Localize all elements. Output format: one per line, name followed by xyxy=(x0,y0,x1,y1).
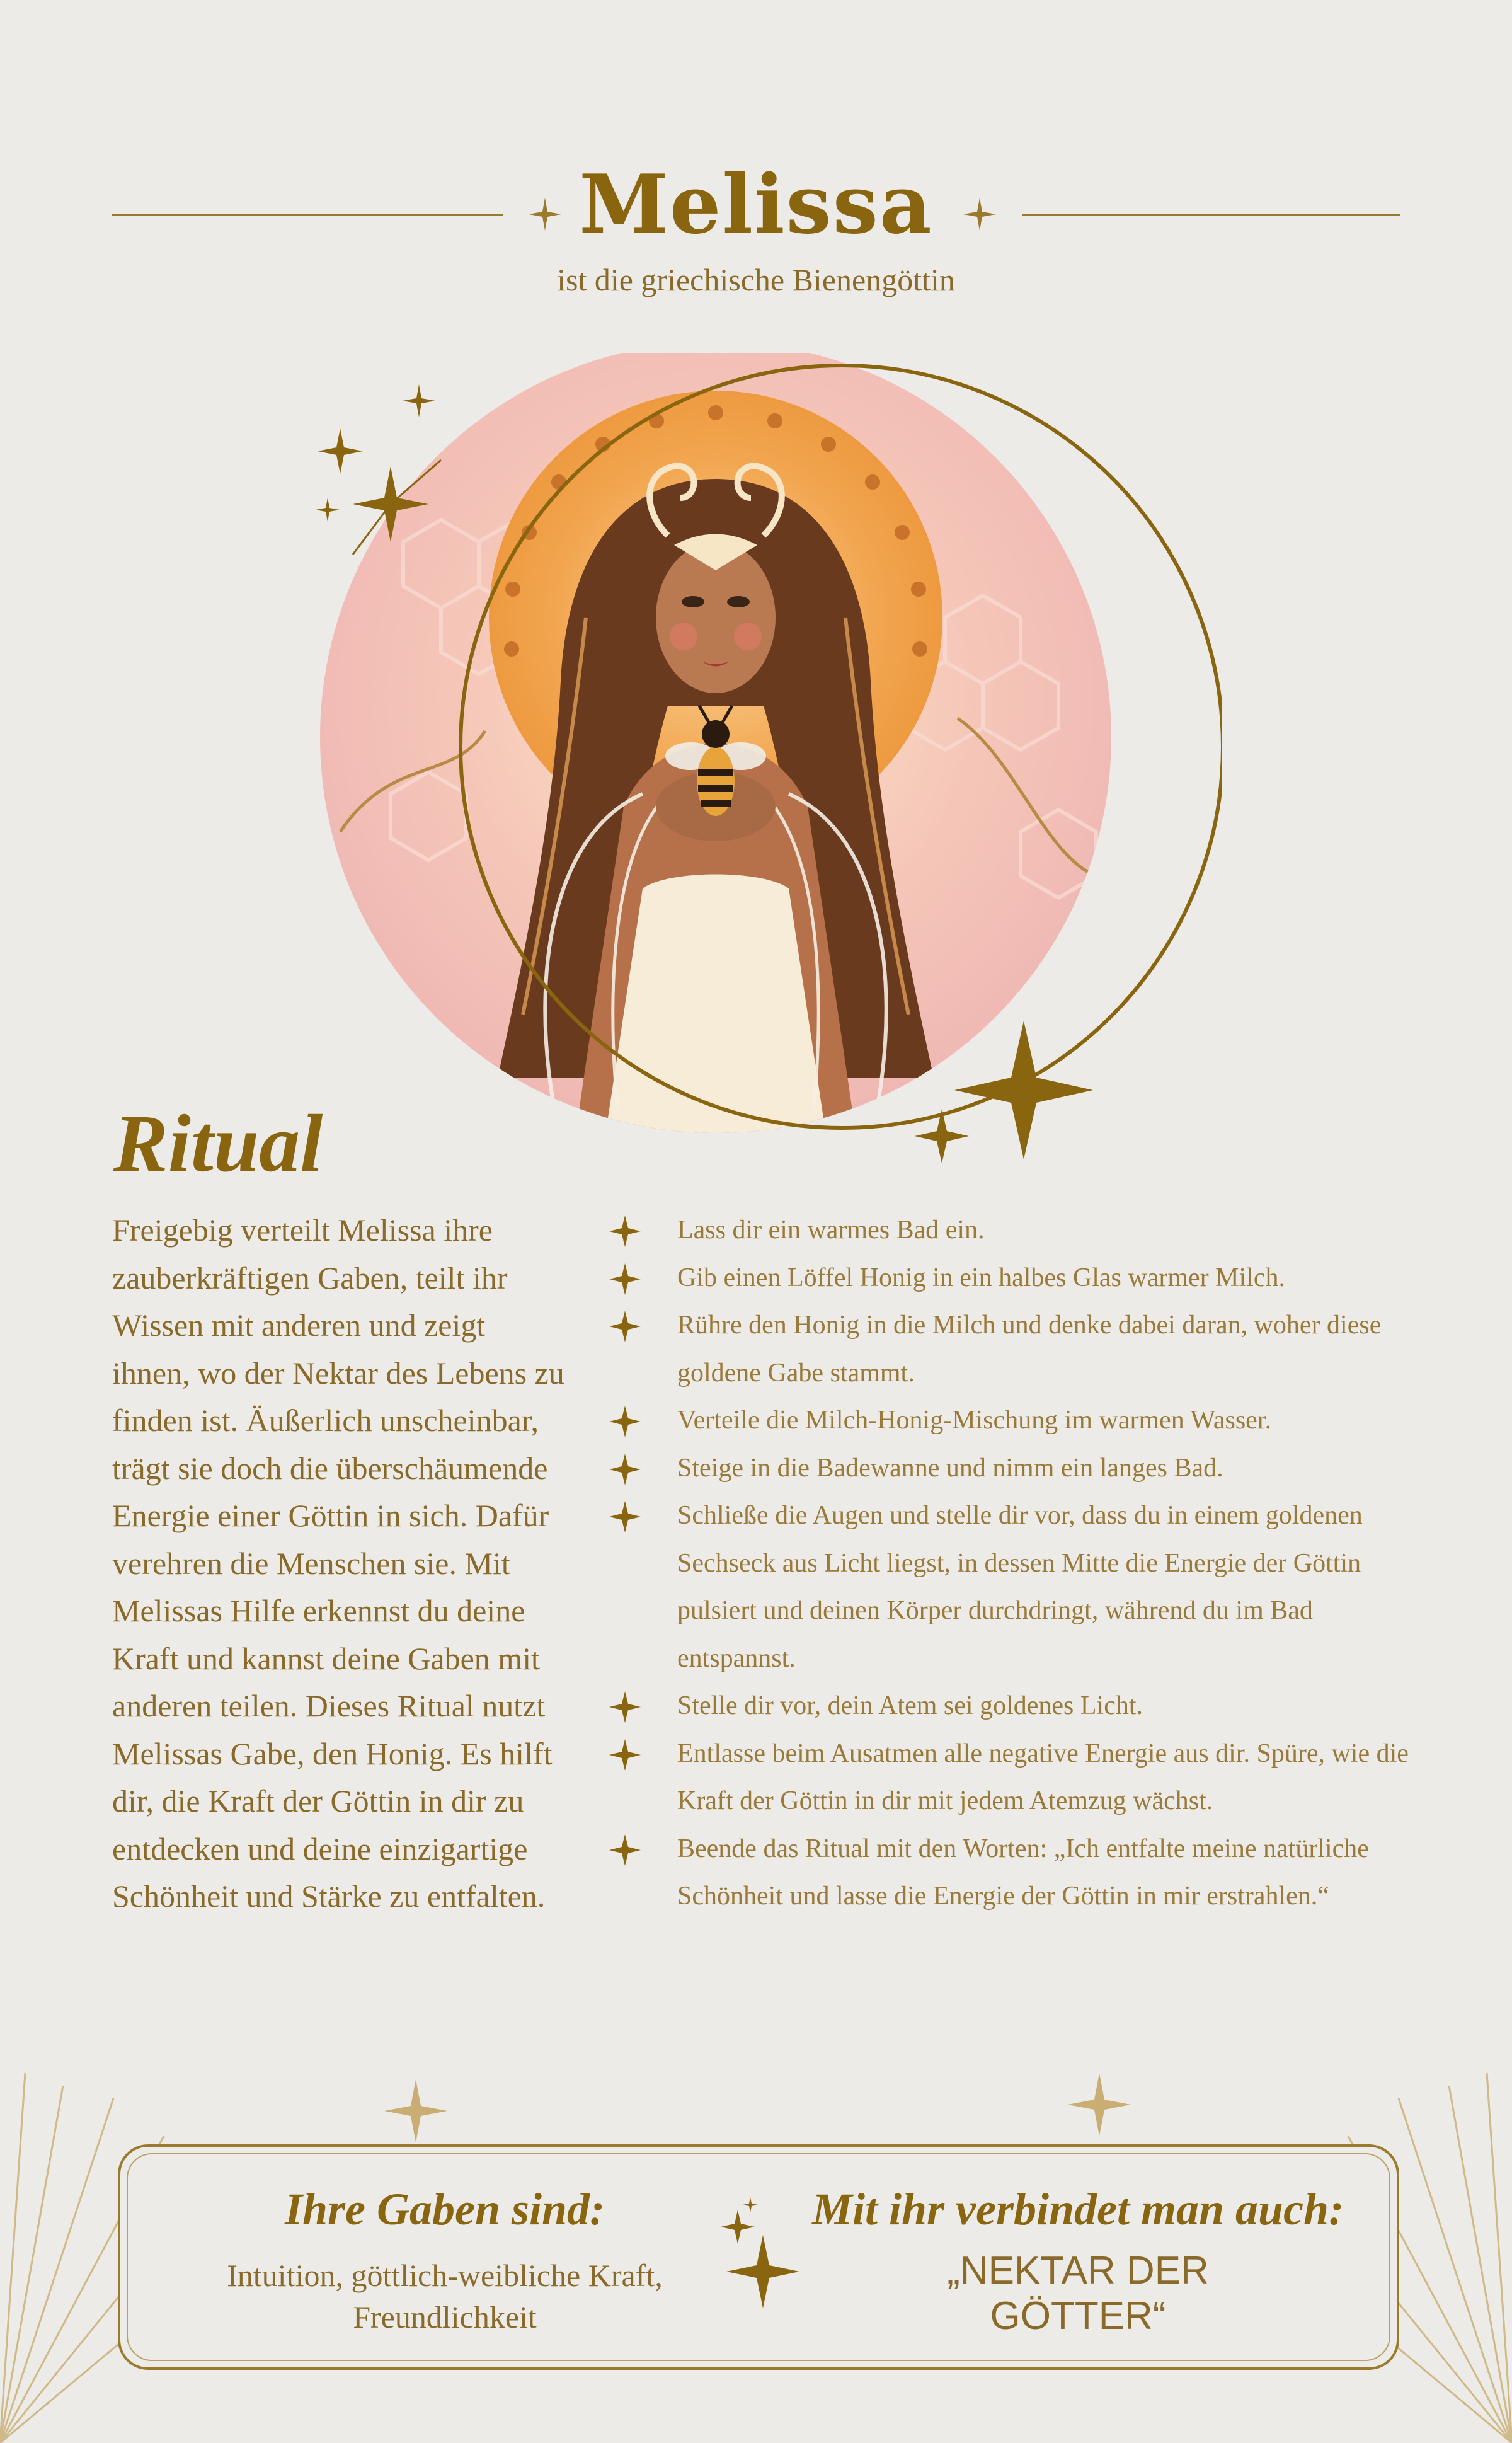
ritual-step xyxy=(608,1682,1421,1730)
associations-column xyxy=(801,2183,1355,2339)
ritual-step-text: Steige in die Badewanne und nimm ein langes Bad. xyxy=(677,1453,1223,1483)
bee-goddess-illustration xyxy=(290,353,1222,1172)
star-bullet-icon xyxy=(608,1452,642,1486)
ritual-step-text: Stelle dir vor, dein Atem sei goldenes Licht. xyxy=(677,1691,1143,1720)
ritual-step xyxy=(608,1302,1421,1397)
gifts-heading: Ihre Gaben sind: xyxy=(284,2184,605,2234)
ritual-step-text: Beende das Ritual mit den Worten: „Ich entfalte meine natürliche Schönheit und lasse die Energie der Göttin in mir erstrahlen.“ xyxy=(677,1834,1369,1911)
ritual-step xyxy=(608,1445,1421,1493)
ritual-step xyxy=(608,1825,1421,1921)
ritual-intro-text: Freigebig verteilt Melissa ihre zauberkräftigen Gaben, teilt ihr Wissen mit anderen und zeigt ihnen, wo der Nektar des Lebens zu finden ist. Äußerlich unscheinbar, trägt sie doch die überschäumende Energie einer Göttin in sich. Dafür verehren die Menschen sie. Mit Melissas Hilfe erkennst du deine Kraft und kannst deine Gaben mit anderen teilen. Dieses Ritual nutzt Melissas Gabe, den Honig. Es hilft dir, die Kraft der Göttin in dir zu entdecken und deine einzigartige Schönheit und Stärke zu entfalten. xyxy=(112,1212,564,1914)
ritual-step-text: Schließe die Augen und stelle dir vor, dass du in einem goldenen Sechseck aus Licht liegst, in dessen Mitte die Energie der Göttin pulsiert und deinen Körper durchdringt, während du im Bad entspannst. xyxy=(677,1501,1363,1673)
ritual-steps-list xyxy=(608,1207,1421,1921)
star-bullet-icon xyxy=(608,1309,642,1343)
ritual-heading: Ritual xyxy=(113,1098,323,1189)
star-bullet-icon xyxy=(608,1690,642,1724)
associations-text xyxy=(801,2248,1355,2339)
star-bullet-icon xyxy=(608,1262,642,1296)
ritual-step xyxy=(608,1397,1421,1445)
star-bullet-icon xyxy=(608,1500,642,1534)
star-bullet-icon xyxy=(608,1738,642,1772)
ritual-intro xyxy=(112,1207,566,1921)
associations-line-1: „NEKTAR DER xyxy=(947,2249,1209,2292)
gifts-column xyxy=(177,2183,713,2338)
star-bullet-icon xyxy=(608,1405,642,1439)
info-box xyxy=(118,2144,1399,2370)
associations-line-2: GÖTTER“ xyxy=(990,2294,1166,2338)
gifts-text xyxy=(177,2255,713,2338)
gifts-line-2: Freundlichkeit xyxy=(353,2299,537,2335)
associations-heading: Mit ihr verbindet man auch: xyxy=(811,2184,1344,2234)
star-bullet-icon xyxy=(608,1833,642,1867)
ritual-step-text: Entlasse beim Ausatmen alle negative Energie aus dir. Spüre, wie die Kraft der Göttin in dir mit jedem Atemzug wächst. xyxy=(677,1739,1409,1815)
ritual-step-text: Verteile die Milch-Honig-Mischung im warmen Wasser. xyxy=(677,1406,1271,1435)
star-bullet-icon xyxy=(608,1214,642,1248)
ritual-step xyxy=(608,1255,1421,1302)
ritual-step-text: Gib einen Löffel Honig in ein halbes Glas warmer Milch. xyxy=(677,1263,1285,1292)
ritual-step xyxy=(608,1207,1421,1255)
ritual-step xyxy=(608,1492,1421,1682)
page-title: Melissa xyxy=(579,158,933,252)
page-subtitle: ist die griechische Bienengöttin xyxy=(557,262,955,297)
ritual-step xyxy=(608,1730,1421,1825)
page-header xyxy=(0,151,1512,315)
ritual-step-text: Rühre den Honig in die Milch und denke dabei daran, woher diese goldene Gabe stammt. xyxy=(677,1311,1382,1388)
gifts-line-1: Intuition, göttlich-weibliche Kraft, xyxy=(227,2258,663,2293)
ritual-step-text: Lass dir ein warmes Bad ein. xyxy=(677,1216,985,1244)
twin-sparkle-icon xyxy=(713,2191,807,2317)
